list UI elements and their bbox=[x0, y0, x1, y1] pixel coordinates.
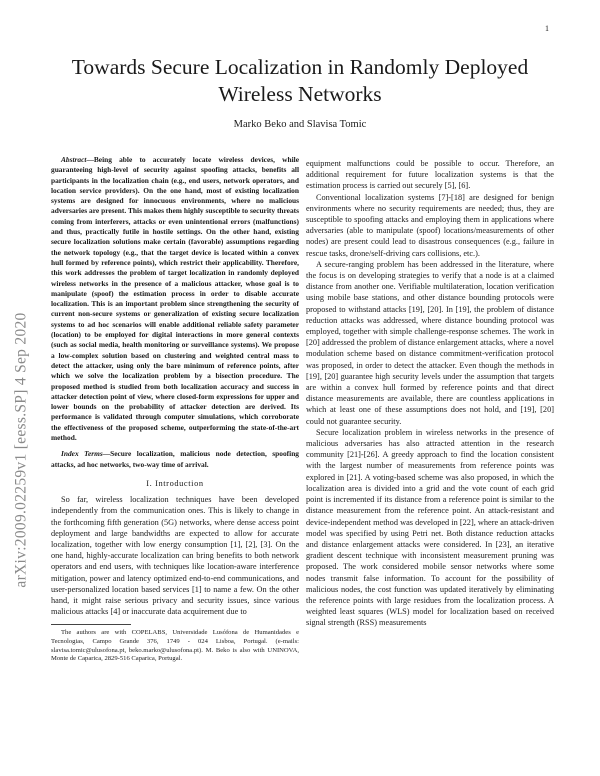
right-column bbox=[306, 158, 554, 629]
index-terms-text: —Secure localization, malicious node detection, spoofing attacks, ad hoc networks, two-way time of arrival. bbox=[51, 449, 300, 469]
arxiv-identifier-margin bbox=[2, 230, 42, 670]
intro-paragraph: So far, wireless localization techniques have been developed independently from the communication ones. This is likely to change in the forthcoming fifth generation (5G) networks, where dense access point deployment and large bandwidths are expected to allow for accurate localization, together with low energy consumption [1], [2], [3]. On the one hand, highly-accurate localization can bring benefits to both network operators and end users, with techniques like location-aware interference mitigation, power and latency optimized end-to-end communications, and user-personalized location based services [1] to name a few. On the other hand, it might raise serious privacy and security issues, since various malicious attacks [4] or inaccurate data acquirement due to bbox=[51, 495, 299, 617]
paper-title: Towards Secure Localization in Randomly Deployed Wireless Networks bbox=[71, 55, 529, 106]
abstract-label: Abstract bbox=[61, 155, 87, 164]
index-terms bbox=[51, 449, 299, 470]
left-column bbox=[51, 155, 299, 664]
body-paragraph: equipment malfunctions could be possible to occur. Therefore, an additional requirement for future localization systems is that the estimation process is carried out securely [5], [6]. bbox=[306, 159, 554, 191]
paper-authors: Marko Beko and Slavisa Tomic bbox=[233, 119, 367, 130]
body-paragraph: Conventional localization systems [7]-[18] are designed for benign environments where no security requirements are needed; thus, they are susceptible to spoofing attacks and employing them in applications where adversaries (able to manipulate (spoof) locations/measurements of other nodes) are present could lead to disastrous consequences (e.g., failure in rescue tasks, drone/self-driving cars collisions, etc.). bbox=[306, 192, 554, 258]
body-paragraph: Secure localization problem in wireless networks in the presence of malicious adversaries has also attracted attention in the research community [21]-[26]. A greedy approach to find the location consistent with the largest number of measurements from reference points was explored in [21]. A voting-based scheme was also proposed, in which the localization area is divided into a grid and the vote count of each grid point is incremented if its distance from a reference point is similar to the distance measurement from the reference point. An attack-resistant and device-independent method was developed in [22], where an attack-driven model was specified by using Petri net. Both distance reduction attacks and distance enlargement attacks were considered. In [23], an iterative gradient descent technique with inconsistent measurement pruning was proposed. The work considered mobile sensor networks where some nodes transmit false information. To account for the possibility of malicious nodes, the cost function was updated iteratively by eliminating the reference points with large residues from the localization process. A weighted least squares (WLS) model for localization based on received signal strength (RSS) measurements bbox=[306, 427, 554, 628]
section-heading-introduction: I. Introduction bbox=[146, 478, 204, 488]
abstract bbox=[51, 155, 299, 443]
author-footnote: The authors are with COPELABS, Universidade Lusófona de Humanidades e Tecnologias, Campo Grande 376, 1749 - 024 Lisboa, Portugal. (e-mails: slavisa.tomic@ulusofona.pt, beko.marko@ulusofona.pt). M. Beko is also with UNINOVA, Monte de Caparica, 2829-516 Caparica, Portugal. bbox=[51, 629, 299, 663]
index-terms-label: Index Terms bbox=[61, 449, 103, 459]
body-paragraph: A secure-ranging problem has been addressed in the literature, where the focus is on developing strategies to verify that a node is at a claimed distance from another one. Verifiable multilateration, location verification using mobile base stations, and other distance bounding protocols were proposed to withstand attacks [19], [20]. In [19], the problem of distance reduction attacks was addressed, where distance bounding protocol was employed, together with simple challenge-response schemes. The work in [20] addressed the problem of distance enlargement attacks, where a novel modulation scheme based on distance commitment-verification protocol was proposed, in order to detect the attacker. Even though the methods in [19], [20] guarantee high security levels under the assumption that targets are within a convex hull formed by reference points and that direct distance measurements are available, there are countless applications in which at least one of these assumptions does not hold, and [19], [20] could not guarantee security. bbox=[306, 259, 554, 426]
page-number: 1 bbox=[545, 24, 549, 33]
abstract-text: —Being able to accurately locate wireless devices, while guaranteeing high-level of security against spoofing attacks, benefits all participants in the localization chain (e.g., end users, network operators, and location service providers). On the one hand, most of existing localization systems are designed for innocuous environments, where no malicious adversaries are present. This makes them highly susceptible to security threats coming from interferers, attacks or even unintentional errors (malfunctions) and thus, practically futile in hostile settings. On the other hand, existing secure localization solutions make certain (favorable) assumptions regarding the network topology (e.g., that the target device is located within a convex hull formed by reference points), which restrict their applicability. Therefore, this work addresses the problem of target localization in randomly deployed wireless networks in the presence of a malicious attacker, whose goal is to manipulate (spoof) the estimation process in order to disable accurate localization. This is an important problem since strengthening the security of current non-secure systems or generalization of existing secure localization systems to ad hoc scenarios will enable additional reliable safety parameter (location) to be employed for digital interactions in more general contexts (such as social media, health monitoring or surveillance systems). We propose a low-complex solution based on clustering and weighted central mass to detect the attacker, using only the bare minimum of reference points, after which we solve the localization problem by a bisection procedure. The proposed method is studied from both localization accuracy and success in attacker detection point of view, where closed-form expressions for upper and lower bounds on the probability of attacker detection are derived. Its performance is validated through computer simulations, which corroborate the effectiveness of the proposed scheme, outperforming the state-of-the-art method. bbox=[51, 155, 299, 443]
arxiv-identifier: arXiv:2009.02259v1 [eess.SP] 4 Sep 2020 bbox=[13, 312, 30, 588]
footnote-rule bbox=[51, 624, 131, 625]
